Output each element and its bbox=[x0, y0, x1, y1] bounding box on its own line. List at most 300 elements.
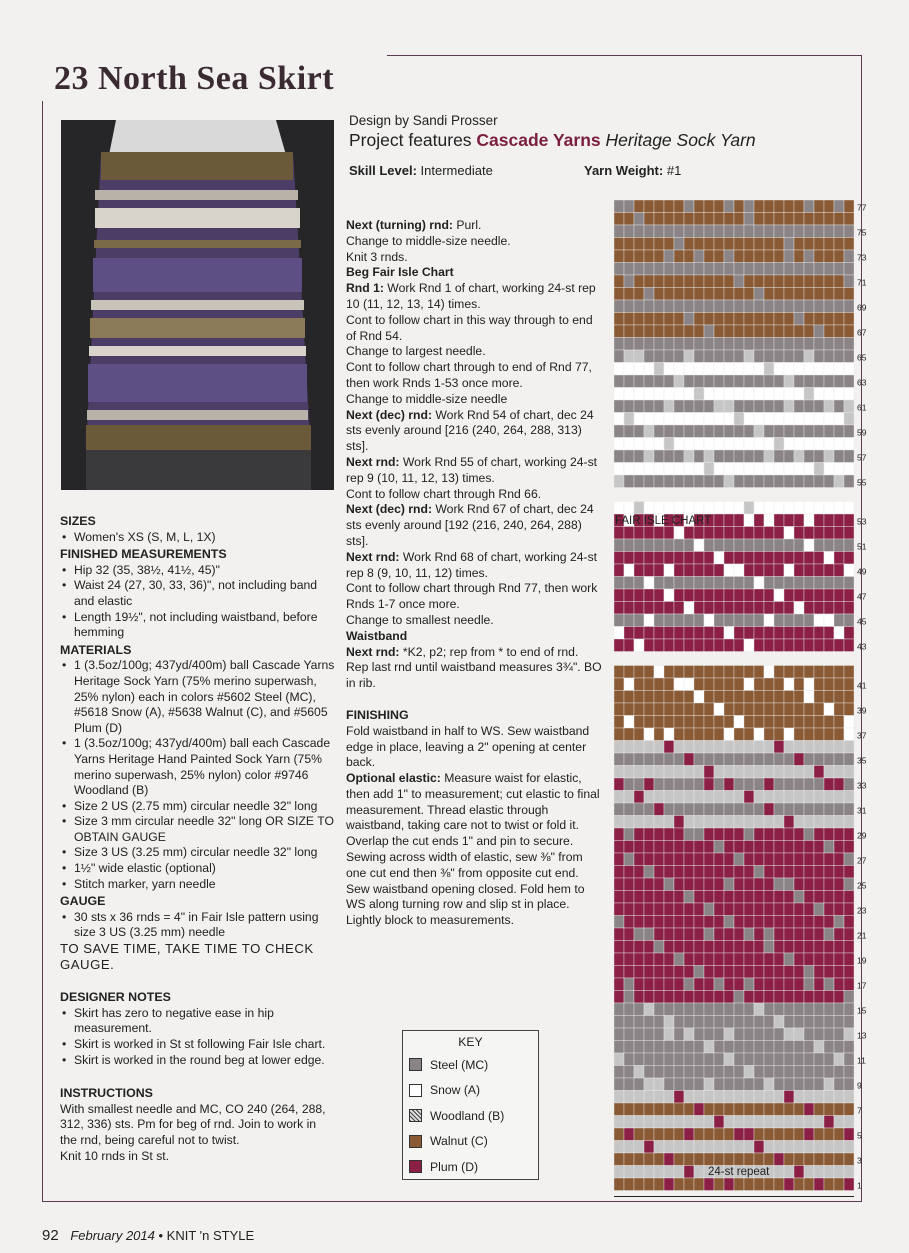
chart-cell bbox=[634, 1041, 644, 1054]
chart-cell bbox=[614, 1066, 624, 1079]
materials-item: • 1 (3.5oz/100g; 437yd/400m) ball Cascade Yarns Heritage Sock Yarn (75% merino superwash, 25% nylon) each in colors #5602 Steel (MC), #5618 Snow (A), #5638 Walnut (C), and #5605 Plum (D) bbox=[60, 658, 335, 736]
chart-cell bbox=[724, 552, 734, 565]
chart-cell bbox=[614, 978, 624, 991]
chart-cell bbox=[754, 1116, 764, 1129]
chart-cell bbox=[754, 703, 764, 716]
chart-cell bbox=[664, 703, 674, 716]
chart-cell bbox=[644, 891, 654, 904]
chart-cell bbox=[614, 413, 624, 426]
chart-cell bbox=[724, 238, 734, 251]
materials-item: • Size 3 mm circular needle 32" long OR SIZE TO OBTAIN GAUGE bbox=[60, 814, 335, 845]
chart-cell bbox=[654, 766, 664, 779]
chart-cell bbox=[814, 1053, 824, 1066]
chart-cell bbox=[654, 325, 664, 338]
chart-cell bbox=[724, 828, 734, 841]
chart-cell bbox=[764, 388, 774, 401]
key-label: Walnut (C) bbox=[430, 1134, 488, 1149]
chart-row bbox=[614, 678, 854, 691]
chart-cell bbox=[674, 350, 684, 363]
chart-cell bbox=[694, 778, 704, 791]
chart-row bbox=[614, 966, 854, 979]
chart-cell bbox=[704, 691, 714, 704]
chart-cell bbox=[644, 741, 654, 754]
chart-cell bbox=[704, 716, 714, 729]
chart-cell bbox=[844, 1141, 854, 1154]
chart-cell bbox=[664, 1066, 674, 1079]
step-text: Work Rnd 54 of chart, dec 24 sts evenly around [216 (240, 264, 288, 313) sts]. bbox=[346, 407, 594, 454]
chart-cell bbox=[814, 1066, 824, 1079]
chart-cell bbox=[634, 263, 644, 276]
chart-cell bbox=[694, 639, 704, 652]
chart-cell bbox=[834, 413, 844, 426]
chart-cell bbox=[764, 666, 774, 679]
chart-cell bbox=[694, 1153, 704, 1166]
chart-cell bbox=[744, 552, 754, 565]
chart-cell bbox=[754, 1128, 764, 1141]
chart-cell bbox=[634, 463, 644, 476]
chart-cell bbox=[624, 678, 634, 691]
chart-row-label: 69 bbox=[857, 302, 867, 313]
chart-cell bbox=[694, 1128, 704, 1141]
chart-cell bbox=[764, 363, 774, 376]
chart-cell bbox=[744, 1128, 754, 1141]
chart-cell bbox=[634, 627, 644, 640]
chart-cell bbox=[844, 325, 854, 338]
chart-cell bbox=[694, 716, 704, 729]
chart-cell bbox=[714, 1003, 724, 1016]
chart-cell bbox=[834, 966, 844, 979]
chart-cell bbox=[844, 1053, 854, 1066]
chart-cell bbox=[754, 991, 764, 1004]
chart-row bbox=[614, 438, 854, 451]
chart-cell bbox=[704, 263, 714, 276]
chart-cell bbox=[744, 363, 754, 376]
chart-row bbox=[614, 639, 854, 652]
chart-cell bbox=[674, 250, 684, 263]
chart-cell bbox=[824, 953, 834, 966]
designer-note: • Skirt has zero to negative ease in hip measurement. bbox=[60, 1006, 335, 1037]
chart-cell bbox=[724, 300, 734, 313]
chart-cell bbox=[654, 778, 664, 791]
chart-cell bbox=[734, 564, 744, 577]
chart-cell bbox=[764, 463, 774, 476]
chart-cell bbox=[664, 238, 674, 251]
chart-row bbox=[614, 1028, 854, 1041]
chart-cell bbox=[684, 1066, 694, 1079]
chart-cell bbox=[684, 250, 694, 263]
chart-cell bbox=[654, 552, 664, 565]
chart-cell bbox=[614, 552, 624, 565]
chart-cell bbox=[834, 1128, 844, 1141]
chart-cell bbox=[844, 250, 854, 263]
chart-cell bbox=[644, 639, 654, 652]
chart-cell bbox=[774, 728, 784, 741]
chart-cell bbox=[684, 1003, 694, 1016]
chart-cell bbox=[844, 791, 854, 804]
yarn-weight-value: #1 bbox=[666, 163, 682, 178]
chart-row bbox=[614, 903, 854, 916]
chart-cell bbox=[744, 450, 754, 463]
chart-cell bbox=[684, 941, 694, 954]
chart-cell bbox=[784, 841, 794, 854]
chart-cell bbox=[634, 1128, 644, 1141]
chart-cell bbox=[644, 400, 654, 413]
chart-cell bbox=[834, 388, 844, 401]
chart-cell bbox=[824, 1003, 834, 1016]
chart-cell bbox=[834, 200, 844, 213]
chart-cell bbox=[674, 928, 684, 941]
chart-cell bbox=[784, 1066, 794, 1079]
chart-cell bbox=[834, 991, 844, 1004]
chart-cell bbox=[794, 878, 804, 891]
chart-cell bbox=[824, 1166, 834, 1179]
chart-cell bbox=[844, 703, 854, 716]
chart-cell bbox=[834, 1178, 844, 1191]
chart-cell bbox=[734, 514, 744, 527]
chart-cell bbox=[774, 627, 784, 640]
chart-cell bbox=[754, 589, 764, 602]
chart-row-label: 67 bbox=[857, 327, 867, 338]
chart-cell bbox=[744, 338, 754, 351]
chart-cell bbox=[624, 803, 634, 816]
chart-cell bbox=[624, 589, 634, 602]
chart-cell bbox=[624, 438, 634, 451]
chart-cell bbox=[834, 1116, 844, 1129]
chart-cell bbox=[614, 602, 624, 615]
chart-cell bbox=[814, 564, 824, 577]
chart-cell bbox=[814, 1091, 824, 1104]
step-text: *K2, p2; rep from * to end of rnd. Rep last rnd until waistband measures 3¾". BO in rib. bbox=[346, 644, 602, 691]
chart-cell bbox=[804, 413, 814, 426]
chart-cell bbox=[744, 891, 754, 904]
chart-cell bbox=[674, 903, 684, 916]
chart-cell bbox=[654, 614, 664, 627]
chart-cell bbox=[794, 991, 804, 1004]
chart-cell bbox=[644, 991, 654, 1004]
chart-cell bbox=[704, 425, 714, 438]
chart-cell bbox=[674, 1041, 684, 1054]
chart-cell bbox=[634, 238, 644, 251]
instruction-step bbox=[346, 455, 604, 487]
chart-cell bbox=[794, 1141, 804, 1154]
chart-cell bbox=[624, 400, 634, 413]
chart-cell bbox=[834, 602, 844, 615]
chart-cell bbox=[804, 225, 814, 238]
chart-cell bbox=[834, 450, 844, 463]
chart-row bbox=[614, 716, 854, 729]
chart-cell bbox=[814, 841, 824, 854]
chart-cell bbox=[654, 828, 664, 841]
chart-cell bbox=[664, 966, 674, 979]
key-item bbox=[403, 1129, 538, 1155]
chart-cell bbox=[794, 288, 804, 301]
chart-cell bbox=[774, 978, 784, 991]
chart-cell bbox=[674, 1103, 684, 1116]
gauge-heading: GAUGE bbox=[60, 894, 106, 909]
chart-cell bbox=[704, 589, 714, 602]
chart-cell bbox=[684, 853, 694, 866]
chart-cell bbox=[654, 953, 664, 966]
chart-cell bbox=[674, 953, 684, 966]
chart-cell bbox=[784, 1053, 794, 1066]
chart-cell bbox=[634, 564, 644, 577]
chart-cell bbox=[664, 275, 674, 288]
chart-cell bbox=[684, 225, 694, 238]
chart-cell bbox=[634, 1116, 644, 1129]
chart-row-label: 3 bbox=[857, 1155, 862, 1166]
chart-cell bbox=[734, 816, 744, 829]
chart-cell bbox=[754, 1178, 764, 1191]
chart-cell bbox=[634, 866, 644, 879]
step-text: Work Rnd 1 of chart, working 24-st rep 10 (11, 12, 13, 14) times. bbox=[346, 281, 596, 311]
chart-cell bbox=[754, 728, 764, 741]
chart-cell bbox=[634, 1141, 644, 1154]
chart-cell bbox=[684, 502, 694, 515]
chart-cell bbox=[644, 614, 654, 627]
chart-cell bbox=[714, 841, 724, 854]
chart-cell bbox=[794, 438, 804, 451]
chart-cell bbox=[804, 350, 814, 363]
chart-cell bbox=[824, 678, 834, 691]
chart-cell bbox=[834, 741, 844, 754]
chart-cell bbox=[754, 425, 764, 438]
chart-cell bbox=[634, 1166, 644, 1179]
chart-cell bbox=[834, 841, 844, 854]
chart-cell bbox=[694, 803, 704, 816]
chart-cell bbox=[704, 1003, 714, 1016]
chart-cell bbox=[674, 639, 684, 652]
chart-cell bbox=[674, 1028, 684, 1041]
chart-cell bbox=[654, 639, 664, 652]
chart-cell bbox=[614, 238, 624, 251]
chart-cell bbox=[634, 400, 644, 413]
chart-cell bbox=[724, 627, 734, 640]
chart-cell bbox=[684, 891, 694, 904]
chart-cell bbox=[814, 691, 824, 704]
chart-cell bbox=[684, 475, 694, 488]
chart-cell bbox=[704, 991, 714, 1004]
chart-cell bbox=[714, 463, 724, 476]
chart-row-label: 61 bbox=[857, 402, 867, 413]
chart-row bbox=[614, 1078, 854, 1091]
chart-cell bbox=[844, 916, 854, 929]
chart-cell bbox=[754, 300, 764, 313]
chart-row bbox=[614, 866, 854, 879]
chart-cell bbox=[814, 1078, 824, 1091]
chart-cell bbox=[824, 363, 834, 376]
chart-cell bbox=[774, 527, 784, 540]
chart-cell bbox=[704, 577, 714, 590]
finished-heading: FINISHED MEASUREMENTS bbox=[60, 547, 227, 562]
chart-cell bbox=[724, 966, 734, 979]
chart-cell bbox=[774, 941, 784, 954]
chart-cell bbox=[624, 363, 634, 376]
chart-cell bbox=[824, 213, 834, 226]
chart-cell bbox=[784, 425, 794, 438]
chart-cell bbox=[754, 916, 764, 929]
chart-cell bbox=[714, 502, 724, 515]
chart-cell bbox=[684, 1091, 694, 1104]
chart-cell bbox=[784, 238, 794, 251]
chart-cell bbox=[824, 753, 834, 766]
chart-cell bbox=[844, 627, 854, 640]
key-rows bbox=[403, 1052, 538, 1180]
chart-cell bbox=[624, 778, 634, 791]
chart-cell bbox=[794, 475, 804, 488]
chart-cell bbox=[774, 966, 784, 979]
chart-cell bbox=[764, 200, 774, 213]
chart-cell bbox=[764, 475, 774, 488]
chart-cell bbox=[794, 627, 804, 640]
chart-cell bbox=[714, 213, 724, 226]
chart-cell bbox=[794, 741, 804, 754]
chart-cell bbox=[734, 577, 744, 590]
chart-cell bbox=[734, 866, 744, 879]
chart-row bbox=[614, 1066, 854, 1079]
chart-cell bbox=[814, 866, 824, 879]
chart-cell bbox=[704, 1091, 714, 1104]
chart-cell bbox=[724, 1003, 734, 1016]
chart-cell bbox=[804, 703, 814, 716]
chart-cell bbox=[824, 350, 834, 363]
chart-cell bbox=[734, 463, 744, 476]
chart-cell bbox=[814, 878, 824, 891]
chart-cell bbox=[744, 502, 754, 515]
chart-cell bbox=[804, 475, 814, 488]
skirt-photo bbox=[61, 120, 334, 490]
chart-cell bbox=[824, 413, 834, 426]
chart-row bbox=[614, 703, 854, 716]
step-label: Next rnd: bbox=[346, 549, 400, 564]
chart-cell bbox=[744, 1178, 754, 1191]
chart-cell bbox=[734, 1178, 744, 1191]
chart-cell bbox=[784, 438, 794, 451]
chart-cell bbox=[784, 263, 794, 276]
chart-cell bbox=[624, 238, 634, 251]
chart-cell bbox=[794, 300, 804, 313]
chart-cell bbox=[714, 1016, 724, 1029]
chart-cell bbox=[614, 928, 624, 941]
chart-cell bbox=[634, 250, 644, 263]
chart-cell bbox=[724, 803, 734, 816]
chart-row bbox=[614, 475, 854, 488]
chart-cell bbox=[714, 1028, 724, 1041]
chart-row bbox=[614, 502, 854, 515]
chart-cell bbox=[704, 388, 714, 401]
chart-row-label: 53 bbox=[857, 516, 867, 527]
chart-cell bbox=[834, 1153, 844, 1166]
chart-cell bbox=[844, 966, 854, 979]
chart-cell bbox=[734, 225, 744, 238]
chart-cell bbox=[654, 816, 664, 829]
design-header bbox=[349, 113, 849, 181]
chart-cell bbox=[634, 816, 644, 829]
chart-row bbox=[614, 375, 854, 388]
instruction-step bbox=[346, 344, 604, 360]
chart-cell bbox=[714, 275, 724, 288]
chart-cell bbox=[654, 238, 664, 251]
chart-cell bbox=[824, 1116, 834, 1129]
chart-cell bbox=[804, 288, 814, 301]
chart-row bbox=[614, 552, 854, 565]
chart-cell bbox=[664, 1153, 674, 1166]
chart-cell bbox=[844, 666, 854, 679]
chart-cell bbox=[794, 552, 804, 565]
chart-cell bbox=[784, 614, 794, 627]
chart-row-label: 63 bbox=[857, 377, 867, 388]
chart-cell bbox=[684, 363, 694, 376]
chart-row-label: 65 bbox=[857, 352, 867, 363]
instruction-step bbox=[346, 550, 604, 582]
chart-cell bbox=[734, 250, 744, 263]
chart-cell bbox=[794, 716, 804, 729]
chart-cell bbox=[694, 866, 704, 879]
chart-cell bbox=[734, 903, 744, 916]
chart-cell bbox=[734, 300, 744, 313]
chart-cell bbox=[774, 614, 784, 627]
chart-cell bbox=[704, 614, 714, 627]
chart-cell bbox=[824, 841, 834, 854]
chart-cell bbox=[724, 1153, 734, 1166]
chart-cell bbox=[824, 703, 834, 716]
chart-cell bbox=[804, 238, 814, 251]
chart-cell bbox=[834, 539, 844, 552]
chart-cell bbox=[774, 313, 784, 326]
chart-cell bbox=[724, 878, 734, 891]
chart-cell bbox=[664, 978, 674, 991]
chart-cell bbox=[784, 978, 794, 991]
chart-cell bbox=[734, 213, 744, 226]
chart-cell bbox=[614, 816, 624, 829]
chart-cell bbox=[784, 966, 794, 979]
chart-cell bbox=[704, 741, 714, 754]
chart-cell bbox=[724, 425, 734, 438]
chart-cell bbox=[654, 803, 664, 816]
chart-cell bbox=[834, 313, 844, 326]
chart-cell bbox=[754, 1003, 764, 1016]
chart-cell bbox=[834, 853, 844, 866]
chart-cell bbox=[664, 766, 674, 779]
instructions-text: With smallest needle and MC, CO 240 (264, 288, 312, 336) sts. Pm for beg of rnd. Join to work in the rnd, being careful not to twist. bbox=[60, 1101, 326, 1147]
chart-cell bbox=[694, 400, 704, 413]
chart-cell bbox=[654, 903, 664, 916]
chart-cell bbox=[754, 200, 764, 213]
chart-cell bbox=[784, 791, 794, 804]
chart-cell bbox=[624, 1091, 634, 1104]
chart-cell bbox=[844, 928, 854, 941]
chart-cell bbox=[704, 928, 714, 941]
chart-cell bbox=[804, 539, 814, 552]
chart-cell bbox=[764, 400, 774, 413]
chart-cell bbox=[674, 1053, 684, 1066]
chart-cell bbox=[844, 1153, 854, 1166]
chart-row-label: 21 bbox=[857, 930, 867, 941]
page-footer bbox=[42, 1227, 254, 1244]
chart-cell bbox=[644, 778, 654, 791]
chart-cell bbox=[634, 375, 644, 388]
chart-cell bbox=[634, 1066, 644, 1079]
chart-cell bbox=[684, 666, 694, 679]
chart-cell bbox=[634, 1178, 644, 1191]
chart-cell bbox=[784, 828, 794, 841]
chart-cell bbox=[704, 438, 714, 451]
chart-cell bbox=[784, 941, 794, 954]
chart-cell bbox=[744, 413, 754, 426]
chart-cell bbox=[694, 1016, 704, 1029]
chart-cell bbox=[754, 1078, 764, 1091]
chart-cell bbox=[804, 514, 814, 527]
chart-cell bbox=[824, 275, 834, 288]
